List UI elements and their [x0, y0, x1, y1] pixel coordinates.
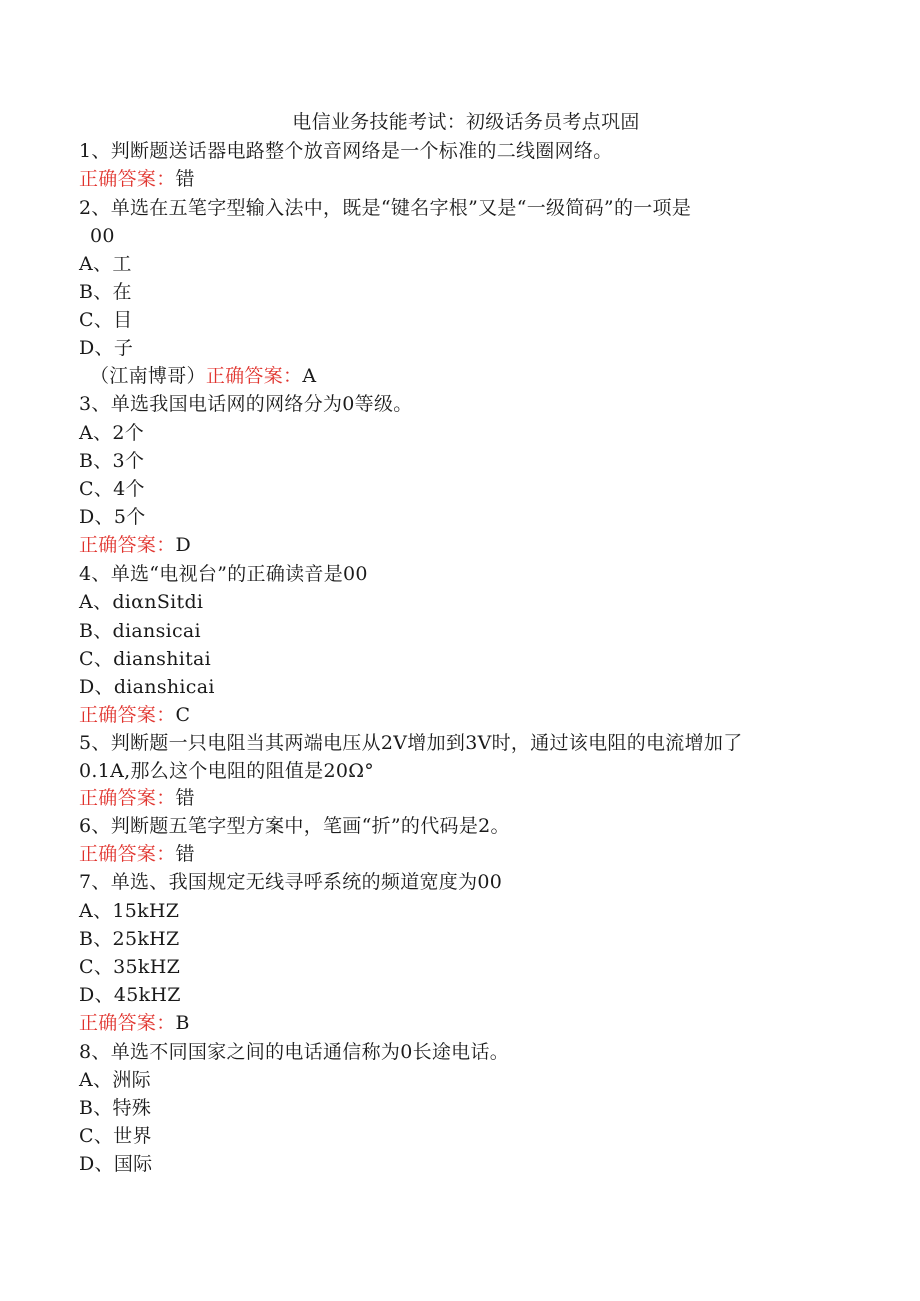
question-8-option-b: B、特殊 — [79, 1097, 152, 1119]
answer-label: 正确答案： — [79, 534, 176, 556]
answer-label: 正确答案： — [79, 168, 176, 190]
source-note: （江南博哥） — [90, 365, 206, 387]
answer-label: 正确答案： — [205, 365, 303, 387]
question-3-option-c: C、4个 — [79, 478, 145, 500]
question-7-option-b: B、25kHZ — [79, 928, 180, 950]
question-8-option-c: C、世界 — [79, 1125, 152, 1147]
question-7-option-d: D、45kHZ — [79, 984, 181, 1006]
question-3-option-d: D、5个 — [79, 506, 146, 528]
question-4-option-a: A、diαnSitdi — [79, 591, 204, 613]
page-title: 电信业务技能考试：初级话务员考点巩固 — [292, 111, 640, 133]
question-8-option-d: D、国际 — [79, 1153, 153, 1175]
question-3-option-b: B、3个 — [79, 450, 145, 472]
question-7-option-c: C、35kHZ — [79, 956, 181, 978]
question-6-text: 6、判断题五笔字型方案中，笔画“折”的代码是2。 — [79, 815, 510, 837]
answer-value: 错 — [175, 168, 195, 190]
question-7-answer — [79, 1009, 190, 1037]
question-2-option-b: B、在 — [79, 281, 132, 303]
answer-label: 正确答案： — [79, 704, 176, 726]
question-5-text-continued: 0.1A,那么这个电阻的阻值是20Ω° — [79, 760, 375, 782]
question-2-text-continued: 00 — [90, 225, 115, 247]
answer-value: B — [175, 1012, 190, 1034]
question-8-option-a: A、洲际 — [79, 1069, 151, 1091]
answer-value: D — [175, 534, 192, 556]
question-4-answer — [79, 701, 190, 729]
question-2-option-d: D、子 — [79, 337, 134, 359]
answer-value: 错 — [175, 787, 195, 809]
answer-label: 正确答案： — [79, 843, 176, 865]
question-8-text: 8、单选不同国家之间的电话通信称为0长途电话。 — [79, 1041, 510, 1063]
question-2-answer — [90, 362, 316, 390]
question-7-option-a: A、15kHZ — [79, 900, 180, 922]
question-1-answer — [79, 165, 195, 193]
answer-label: 正确答案： — [79, 1012, 176, 1034]
answer-label: 正确答案： — [79, 787, 176, 809]
answer-value: A — [302, 365, 317, 387]
question-1-text: 1、判断题送话器电路整个放音网络是一个标准的二线圈网络。 — [79, 140, 613, 162]
question-3-option-a: A、2个 — [79, 422, 145, 444]
question-7-text: 7、单选、我国规定无线寻呼系统的频道宽度为00 — [79, 871, 503, 893]
question-4-option-c: C、dianshitai — [79, 648, 212, 670]
question-2-text: 2、单选在五笔字型输入法中，既是“键名字根”又是“一级简码”的一项是 — [79, 197, 692, 219]
question-2-option-a: A、工 — [79, 253, 132, 275]
answer-value: C — [175, 704, 191, 726]
question-4-text: 4、单选“电视台”的正确读音是00 — [79, 563, 368, 585]
question-3-answer — [79, 531, 191, 559]
question-4-option-b: B、diansicai — [79, 620, 201, 642]
question-6-answer — [79, 840, 195, 868]
question-2-option-c: C、目 — [79, 309, 133, 331]
answer-value: 错 — [175, 843, 195, 865]
question-3-text: 3、单选我国电话网的网络分为0等级。 — [79, 393, 413, 415]
question-5-text: 5、判断题一只电阻当其两端电压从2V增加到3V时，通过该电阻的电流增加了 — [79, 732, 743, 754]
question-5-answer — [79, 784, 195, 812]
question-4-option-d: D、dianshicai — [79, 676, 215, 698]
